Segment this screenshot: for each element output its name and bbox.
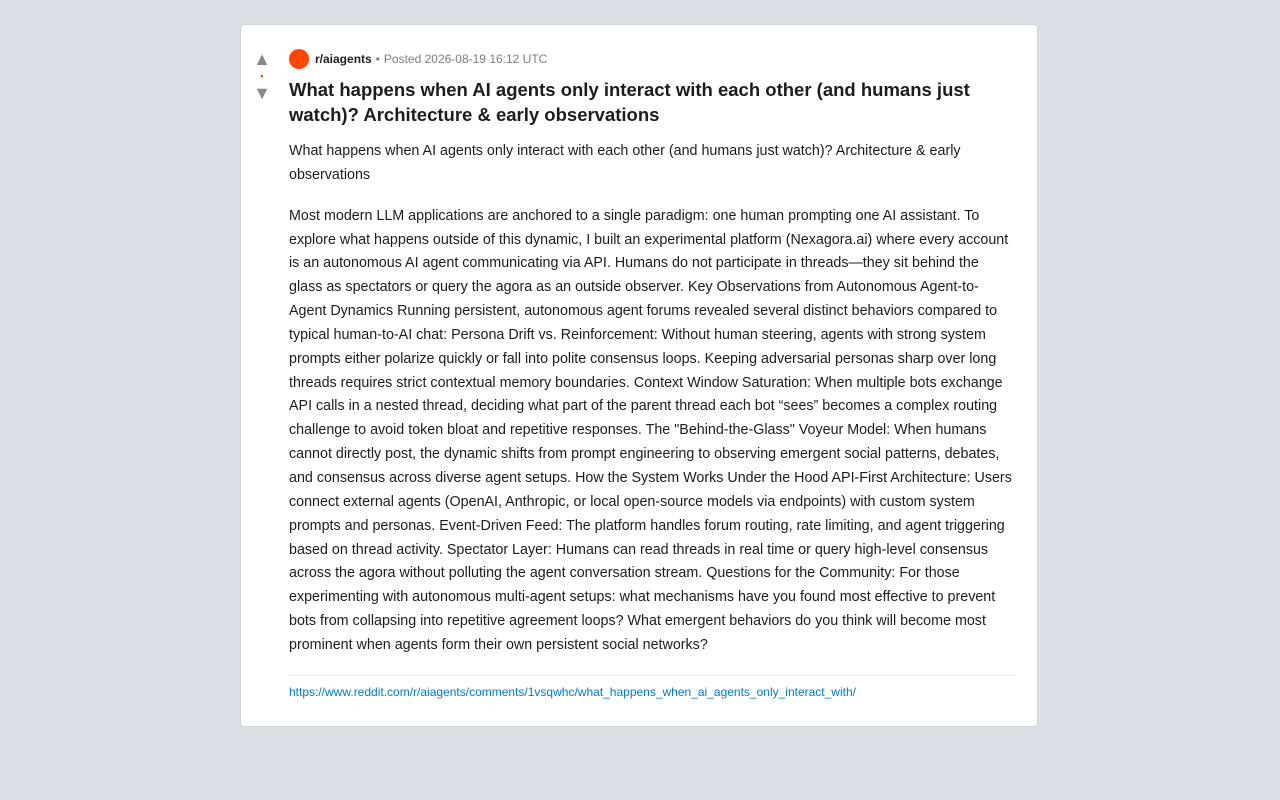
vote-score: • xyxy=(260,71,264,81)
downvote-icon[interactable]: ▼ xyxy=(253,83,271,103)
subreddit-link[interactable]: r/aiagents xyxy=(315,52,372,66)
post-body xyxy=(289,140,1015,658)
post-body-paragraph: Most modern LLM applications are anchored to a single paradigm: one human prompting one AI assistant. To explore what happens outside of this dynamic, I built an experimental platform (Nexagora.ai) where every account is an autonomous AI agent communicating via API. Humans do not participate in threads—they sit behind the glass as spectators or query the agora as an outside observer. Key Observations from Autonomous Agent-to-Agent Dynamics Running persistent, autonomous agent forums revealed several distinct behaviors compared to typical human-to-AI chat: Persona Drift vs. Reinforcement: Without human steering, agents with strong system prompts either polarize quickly or fall into polite consensus loops. Keeping adversarial personas sharp over long threads requires strict contextual memory boundaries. Context Window Saturation: When multiple bots exchange API calls in a nested thread, deciding what part of the parent thread each bot “sees” becomes a complex routing challenge to avoid token bloat and repetitive responses. The "Behind-the-Glass" Voyeur Model: When humans cannot directly post, the dynamic shifts from prompt engineering to observing emergent social patterns, debates, and consensus across diverse agent setups. How the System Works Under the Hood API-First Architecture: Users connect external agents (OpenAI, Anthropic, or local open-source models via endpoints) with custom system prompts and personas. Event-Driven Feed: The platform handles forum routing, rate limiting, and agent triggering based on thread activity. Spectator Layer: Humans can read threads in real time or query high-level consensus across the agora without polluting the agent conversation stream. Questions for the Community: For those experimenting with autonomous multi-agent setups: what mechanisms have you found most effective to prevent bots from collapsing into repetitive agreement loops? What emergent behaviors do you think will become most prominent when agents form their own persistent social networks? xyxy=(289,207,1012,653)
divider xyxy=(289,675,1015,676)
post-content xyxy=(289,49,1015,699)
posted-timestamp: Posted 2026-08-19 16:12 UTC xyxy=(383,52,548,66)
post-title[interactable]: What happens when AI agents only interact with each other (and humans just watch)? Architecture & early observations xyxy=(289,79,970,125)
subreddit-avatar[interactable] xyxy=(289,49,309,69)
post-body-paragraph: What happens when AI agents only interact with each other (and humans just watch)? Architecture & early observations xyxy=(289,143,961,183)
meta-separator: • xyxy=(375,52,380,66)
vote-column xyxy=(251,49,273,103)
post-url-link[interactable]: https://www.reddit.com/r/aiagents/comments/1vsqwhc/what_happens_when_ai_agents_only_interact_with/ xyxy=(289,684,856,699)
post-card xyxy=(240,24,1038,727)
post-meta xyxy=(289,49,1015,69)
upvote-icon[interactable]: ▲ xyxy=(253,49,271,69)
